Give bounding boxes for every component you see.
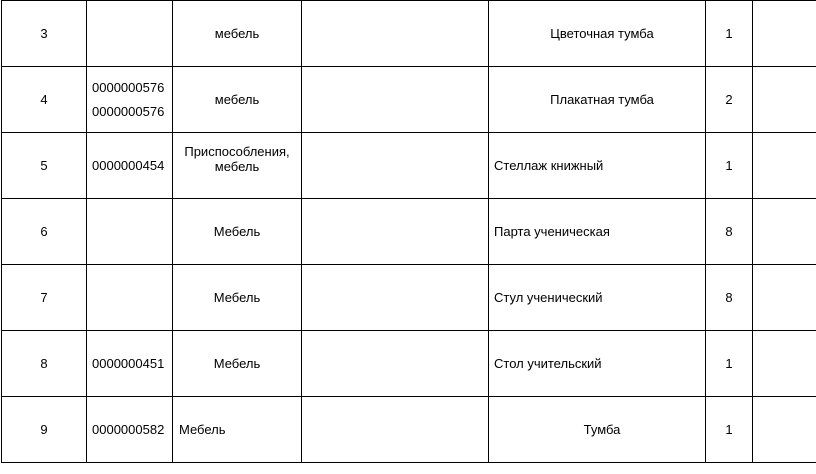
item-name: Стол учительский <box>489 331 706 397</box>
quantity-cell: 1 <box>706 331 753 397</box>
empty-cell <box>753 1 816 67</box>
inventory-code <box>87 265 173 331</box>
code-line: 0000000576 <box>92 80 165 95</box>
empty-cell <box>302 1 489 67</box>
inventory-code <box>87 1 173 67</box>
table-row <box>2 1 816 67</box>
item-name: Тумба <box>489 397 706 463</box>
quantity-cell: 1 <box>706 397 753 463</box>
category-text: Приспособления, мебель <box>184 143 290 174</box>
empty-cell <box>302 331 489 397</box>
table-row <box>2 67 816 133</box>
quantity-cell: 8 <box>706 199 753 265</box>
row-number: 4 <box>2 67 87 133</box>
category-cell: Мебель <box>173 331 302 397</box>
empty-cell <box>753 331 816 397</box>
table-row <box>2 265 816 331</box>
item-name: Парта ученическая <box>489 199 706 265</box>
inventory-code: 0000000451 <box>87 331 173 397</box>
table-row <box>2 133 816 199</box>
quantity-cell: 1 <box>706 1 753 67</box>
item-name: Плакатная тумба <box>489 67 706 133</box>
empty-cell <box>302 133 489 199</box>
category-cell: мебель <box>173 67 302 133</box>
item-name: Цветочная тумба <box>489 1 706 67</box>
row-number: 3 <box>2 1 87 67</box>
row-number: 9 <box>2 397 87 463</box>
item-name: Стул ученический <box>489 265 706 331</box>
category-cell: Мебель <box>173 265 302 331</box>
empty-cell <box>753 265 816 331</box>
quantity-cell: 2 <box>706 67 753 133</box>
inventory-code: 0000000582 <box>87 397 173 463</box>
quantity-cell: 8 <box>706 265 753 331</box>
empty-cell <box>753 67 816 133</box>
empty-cell <box>753 397 816 463</box>
row-number: 7 <box>2 265 87 331</box>
table-row <box>2 397 816 463</box>
category-cell <box>173 133 302 199</box>
table-row <box>2 199 816 265</box>
category-cell: Мебель <box>173 199 302 265</box>
category-cell: Мебель <box>173 397 302 463</box>
empty-cell <box>753 133 816 199</box>
row-number: 8 <box>2 331 87 397</box>
inventory-code <box>87 67 173 133</box>
empty-cell <box>302 67 489 133</box>
row-number: 6 <box>2 199 87 265</box>
empty-cell <box>302 199 489 265</box>
empty-cell <box>753 199 816 265</box>
item-name: Стеллаж книжный <box>489 133 706 199</box>
empty-cell <box>302 265 489 331</box>
empty-cell <box>302 397 489 463</box>
table-row <box>2 331 816 397</box>
code-line: 0000000576 <box>92 104 165 119</box>
row-number: 5 <box>2 133 87 199</box>
inventory-table <box>1 0 816 463</box>
quantity-cell: 1 <box>706 133 753 199</box>
inventory-code: 0000000454 <box>87 133 173 199</box>
category-cell: мебель <box>173 1 302 67</box>
inventory-code <box>87 199 173 265</box>
